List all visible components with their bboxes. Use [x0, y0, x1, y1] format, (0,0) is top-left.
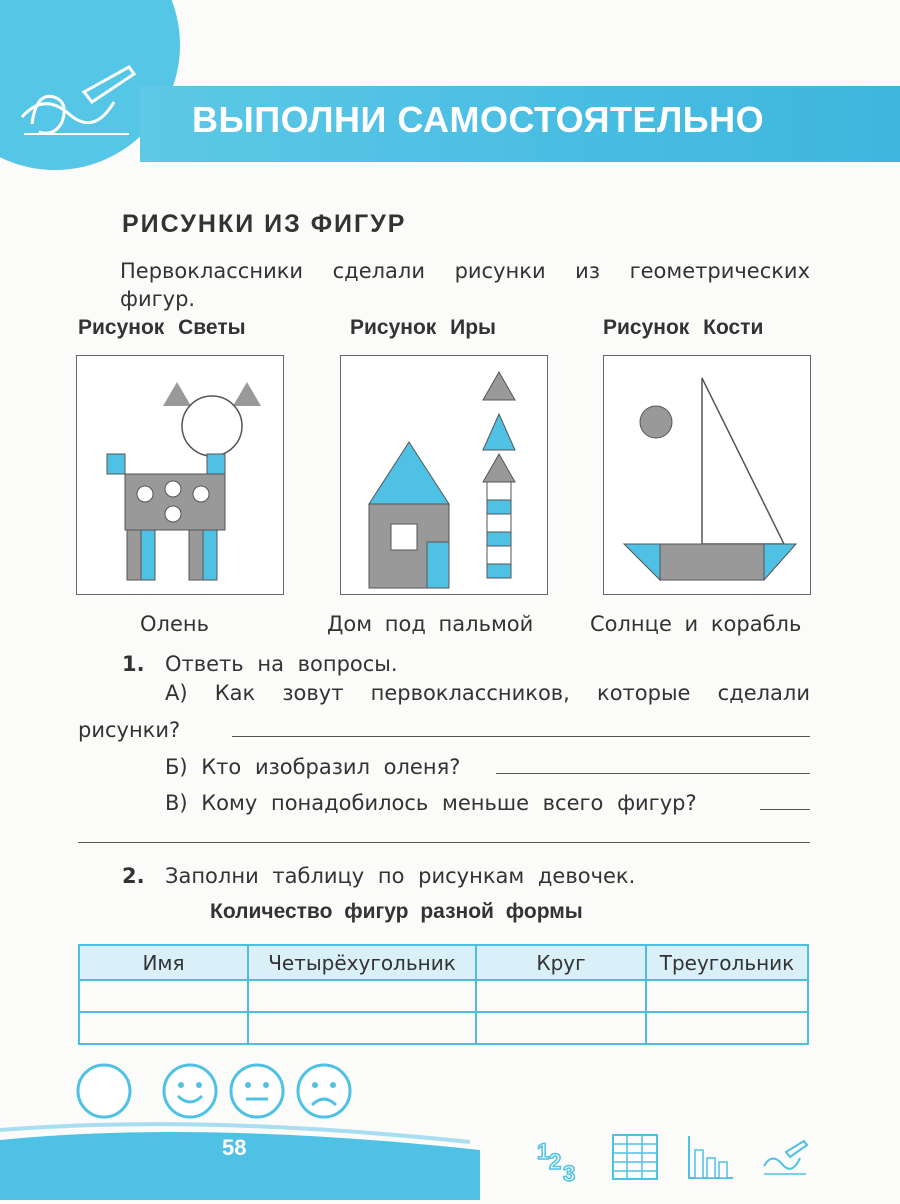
question-a-line2: рисунки? — [78, 718, 181, 742]
caption-sun-ship: Солнце и корабль — [590, 612, 802, 636]
table-header-row — [79, 945, 808, 980]
deer-neck — [207, 454, 225, 474]
answer-line-c[interactable] — [760, 809, 810, 810]
picture-sun-ship — [603, 355, 811, 595]
picture-house-palm — [340, 355, 548, 595]
question-a-line1: А) Как зовут первоклассников, которые сделали — [165, 681, 810, 705]
picture-title-ira: Рисунок Иры — [350, 316, 496, 339]
column-header-triangle: Треугольник — [646, 945, 808, 980]
table-cell[interactable] — [646, 1012, 808, 1044]
task1-number: 1. — [122, 652, 145, 676]
answer-line-c2[interactable] — [78, 842, 810, 843]
column-header-quadrilateral: Четырёхугольник — [248, 945, 476, 980]
empty-circle-icon[interactable] — [76, 1063, 132, 1123]
table-icon — [610, 1132, 660, 1186]
table-cell[interactable] — [248, 1012, 476, 1044]
picture-title-sveta: Рисунок Светы — [78, 316, 246, 339]
shape-count-table — [78, 944, 809, 1045]
answer-line-a[interactable] — [232, 736, 810, 737]
intro-text: Первоклассники сделали рисунки из геометрических фигур. — [120, 259, 810, 311]
svg-text:2: 2 — [549, 1149, 562, 1174]
page-number: 58 — [222, 1135, 247, 1160]
table-cell[interactable] — [646, 980, 808, 1012]
table-title: Количество фигур разной формы — [210, 900, 583, 923]
answer-line-b[interactable] — [496, 773, 810, 774]
picture-title-kostya: Рисунок Кости — [603, 316, 764, 339]
question-c: В) Кому понадобилось меньше всего фигур? — [165, 791, 697, 815]
column-header-circle: Круг — [476, 945, 646, 980]
task2-number: 2. — [122, 864, 145, 888]
svg-text:3: 3 — [563, 1161, 576, 1185]
caption-deer: Олень — [140, 612, 209, 636]
task2-title: Заполни таблицу по рисункам девочек. — [165, 864, 636, 888]
bar-chart-icon — [685, 1132, 735, 1186]
section-title: РИСУНКИ ИЗ ФИГУР — [122, 210, 407, 238]
header-title: ВЫПОЛНИ САМОСТОЯТЕЛЬНО — [192, 99, 765, 140]
question-b: Б) Кто изобразил оленя? — [165, 755, 461, 779]
table-cell[interactable] — [248, 980, 476, 1012]
table-cell[interactable] — [476, 980, 646, 1012]
deer-head — [182, 396, 242, 456]
writing-hand-icon — [14, 62, 144, 146]
numbers-123-icon — [535, 1135, 585, 1189]
sad-face-icon[interactable] — [296, 1063, 352, 1123]
picture-deer — [76, 355, 284, 595]
table-row — [79, 980, 808, 1012]
deer-ear-left — [163, 382, 191, 406]
deer-ear-right — [233, 382, 261, 406]
deer-tail — [107, 454, 125, 474]
table-cell[interactable] — [79, 980, 248, 1012]
neutral-face-icon[interactable] — [229, 1063, 285, 1123]
column-header-name: Имя — [79, 945, 248, 980]
table-cell[interactable] — [476, 1012, 646, 1044]
writing-hand-footer-icon — [760, 1138, 810, 1182]
table-row — [79, 1012, 808, 1044]
svg-text:1: 1 — [537, 1139, 550, 1164]
table-cell[interactable] — [79, 1012, 248, 1044]
task1-title: Ответь на вопросы. — [165, 652, 398, 676]
smile-face-icon[interactable] — [162, 1063, 218, 1123]
caption-house-palm: Дом под пальмой — [327, 612, 534, 636]
